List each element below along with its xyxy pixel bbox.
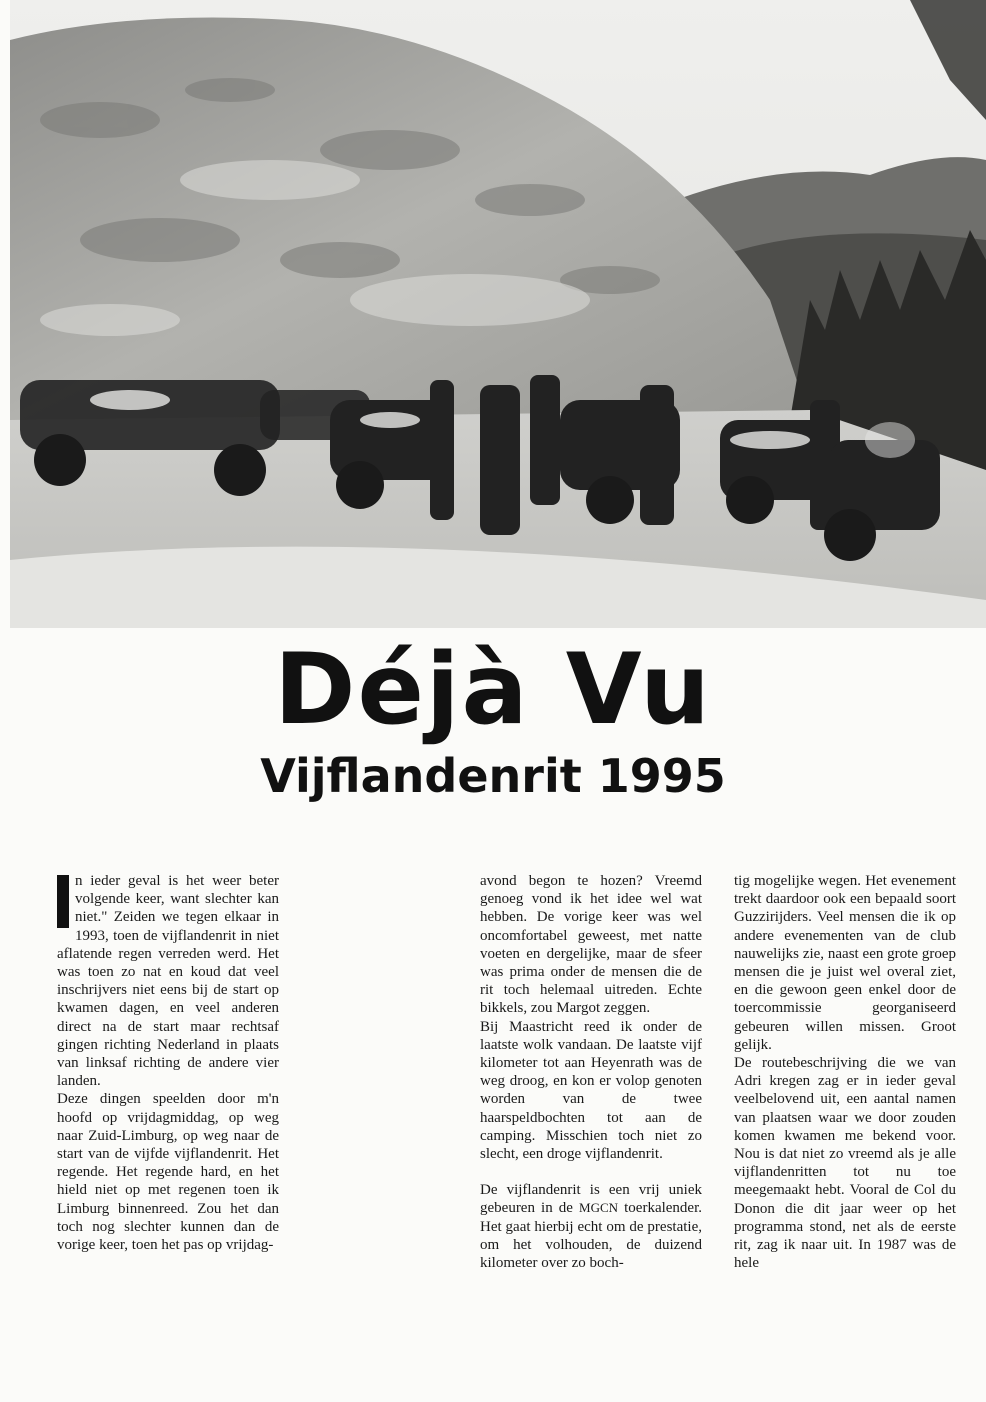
paragraph: avond begon te hozen? Vreemd genoeg vond ik het idee wel wat hebben. De vorige keer was wel oncomfortabel geweest, met natte voeten en dergelijke, maar de sfeer was prima onder de mensen die de rit toch helemaal uitreden. Echte bikkels, zou Margot zeggen. [480, 873, 702, 1017]
text-column-2 [480, 872, 702, 1272]
drop-cap-i [57, 875, 69, 928]
paragraph-text: De vijflandenrit is een vrij uniek gebeuren in de [480, 1182, 702, 1217]
paragraph [480, 1181, 702, 1272]
paragraph-text: toerkalender. Het gaat hierbij echt om de prestatie, om het volhouden, de duizend kilometer over zo boch- [480, 1200, 702, 1272]
paragraph-text: n ieder geval is het weer beter volgende keer, want slechter kan niet." Zeiden we tegen elkaar in 1993, toen de vijflandenrit in niet aflatende regen verreden werd. Het was toen zo nat en koud dat veel inschrijvers niet eens bij de start op kwamen dagen, en veel anderen direct na de start maar rechtsaf gingen richting Nederland in plaats van linksaf richting de andere vier landen. [57, 873, 279, 1090]
article-title: Déjà Vu [274, 633, 712, 747]
club-abbreviation: MGCN [579, 1200, 619, 1216]
paragraph: tig mogelijke wegen. Het evenement trekt daardoor ook een bepaald soort Guzzirijders. Veel mensen die ik op andere evenementen van de club nauwelijks zie, naast een grote groep mensen die je juist wel overal ziet, en die gewoon geen enkel door de toercommissie georganiseerd gebeuren willen missen. Groot gelijk. [734, 873, 956, 1053]
motorcyclists-mountain-photo [10, 0, 986, 628]
paragraph: Deze dingen speelden door m'n hoofd op vrijdagmiddag, op weg naar Zuid-Limburg, op weg naar de start van de vijfde vijflandenrit. Het regende. Het regende hard, en het hield niet op met regenen toen ik Limburg binnenreed. Zou het dan toch nog slechter kunnen dan de vorige keer, toen het pas op vrijdag- [57, 1091, 279, 1254]
text-column-3 [734, 872, 956, 1272]
article-subtitle: Vijflandenrit 1995 [260, 749, 726, 803]
text-column-1 [57, 872, 279, 1254]
paragraph: Bij Maastricht reed ik onder de laatste wolk vandaan. De laatste vijf kilometer tot aan Heyenrath was de weg droog, en kon er volop genoten worden van de twee haarspeldbochten tot aan de camping. Misschien toch niet zo slecht, een droge vijflandenrit. [480, 1018, 702, 1163]
header-photo [10, 0, 986, 628]
paragraph: De routebeschrijving die we van Adri kregen zag er in ieder geval veelbelovend uit, een aantal namen van plaatsen waar we door zouden komen kwamen me bekend voor. Nou is dat niet zo vreemd als je alle vijflandenritten tot nu toe meegemaakt hebt. Vooral de Col du Donon die dit jaar weer op het programma stond, net als de eerste rit, zag ik naar uit. In 1987 was de hele [734, 1055, 956, 1272]
paragraph [57, 872, 279, 1090]
